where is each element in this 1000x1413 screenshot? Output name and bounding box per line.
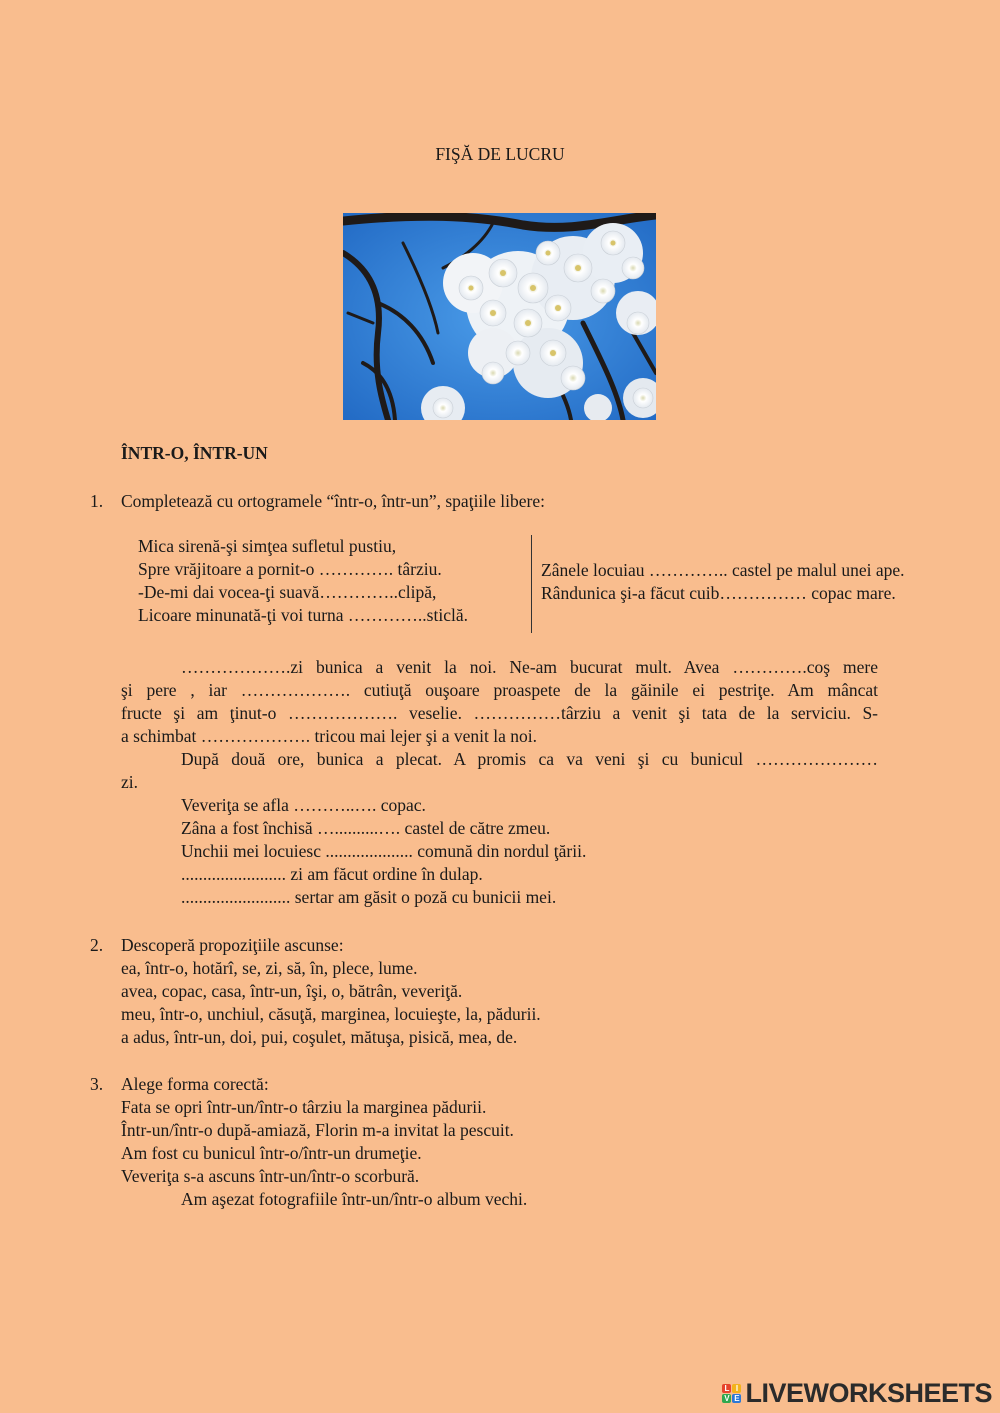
exercise-2-instruction: Descoperă propoziţiile ascunse: (121, 935, 344, 955)
scrambled-line: avea, copac, casa, într-un, îşi, o, bătrân, veveriţă. (121, 981, 463, 1001)
exercise-1-instruction: Completează cu ortogramele “într-o, într-un”, spaţiile libere: (121, 491, 545, 511)
poem-line: Mica sirenă-şi simţea sufletul pustiu, (138, 536, 397, 556)
paragraph-line: fructe şi am ţinut-o ………………. veselie. ……………târziu a venit şi tata de la serviciu. S- (121, 703, 878, 723)
choice-line: Într-un/într-o după-amiază, Florin m-a invitat la pescuit. (121, 1120, 514, 1140)
choice-line: Am fost cu bunicul într-o/într-un drumeţie. (121, 1143, 422, 1163)
page-title: FIŞĂ DE LUCRU (435, 144, 565, 164)
logo-mark-icon: L I V E (724, 1383, 740, 1403)
scrambled-line: a adus, într-un, doi, pui, coşulet, mătuşa, pisică, mea, de. (121, 1027, 518, 1047)
sentence-line: Zânele locuiau ………….. castel pe malul unei ape. (541, 560, 905, 580)
liveworksheets-logo (722, 1377, 992, 1409)
column-divider (531, 535, 532, 633)
poem-line: -De-mi dai vocea-ţi suavă…………..clipă, (138, 582, 437, 602)
paragraph-line: a schimbat ………………. tricou mai lejer şi a venit la noi. (121, 726, 538, 746)
exercise-3-instruction: Alege forma corectă: (121, 1074, 269, 1094)
exercise-2-block (121, 934, 541, 1049)
poem-line: Licoare minunată-ţi voi turna …………..sticlă. (138, 605, 468, 625)
exercise-2-number: 2. (90, 935, 104, 955)
sentence-line: Rândunica şi-a făcut cuib…………… copac mare. (541, 583, 896, 603)
paragraph-line: ........................ zi am făcut ordine în dulap. (181, 864, 483, 884)
right-sentences (541, 559, 904, 605)
section-heading: ÎNTR-O, ÎNTR-UN (121, 443, 268, 463)
poem-line: Spre vrăjitoare a pornit-o …………. târziu. (138, 559, 442, 579)
cherry-blossom-photo (343, 213, 656, 420)
paragraph-line: ......................... sertar am găsit o poză cu bunicii mei. (181, 887, 557, 907)
logo-text: LIVEWORKSHEETS (745, 1377, 992, 1408)
choice-line: Veveriţa s-a ascuns într-un/într-o scorbură. (121, 1166, 420, 1186)
poem-block (138, 535, 468, 627)
choice-line: Am aşezat fotografiile într-un/într-o album vechi. (181, 1189, 528, 1209)
exercise-3-number: 3. (90, 1074, 104, 1094)
scrambled-line: meu, într-o, unchiul, căsuţă, marginea, locuieşte, la, pădurii. (121, 1004, 541, 1024)
paragraph-line: zi. (121, 772, 139, 792)
exercise-1-number: 1. (90, 491, 104, 511)
paragraph-line: Unchii mei locuiesc .................... comună din nordul ţării. (181, 841, 587, 861)
paragraph-line: ……………….zi bunica a venit la noi. Ne-am bucurat mult. Avea ………….coş mere (181, 657, 878, 677)
paragraph-line: Zâna a fost închisă …..........…. castel de către zmeu. (181, 818, 551, 838)
choice-line: Fata se opri într-un/într-o târziu la marginea pădurii. (121, 1097, 487, 1117)
exercise-3-block (121, 1073, 527, 1211)
fill-in-paragraph (121, 656, 878, 909)
paragraph-line: şi pere , iar ………………. cutiuţă ouşoare proaspete de la găinile ei pestriţe. Am mâncat (121, 680, 878, 700)
scrambled-line: ea, într-o, hotărî, se, zi, să, în, plece, lume. (121, 958, 418, 978)
paragraph-line: Veveriţa se afla ………..…. copac. (181, 795, 426, 815)
paragraph-line: După două ore, bunica a plecat. A promis ca va veni şi cu bunicul ………………… (181, 749, 878, 769)
